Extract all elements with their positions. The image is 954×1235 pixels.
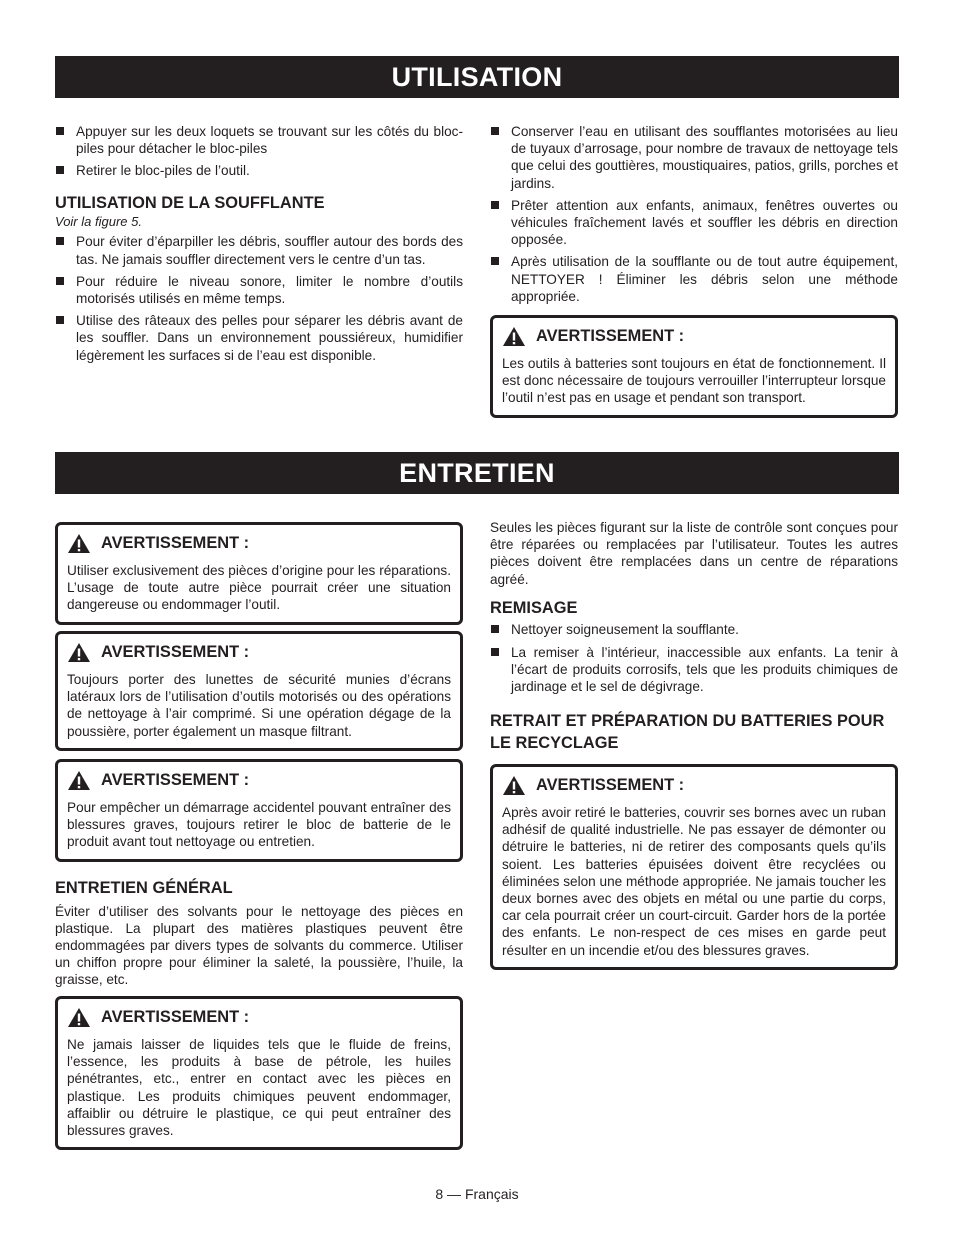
warning-header <box>502 775 886 796</box>
warning-header <box>67 642 451 663</box>
warning-box-safety-glasses <box>55 631 463 751</box>
warning-triangle-icon <box>67 1007 91 1028</box>
blower-tips-list <box>490 123 898 305</box>
list-item: Conserver l’eau en utilisant des soufflantes motorisées au lieu de tuyaux d’arrosage, pour nombre de travaux de nettoyage tels que celui des gouttières, moustiquaires, patios, grills, porches et jardins. <box>490 123 898 192</box>
square-bullet-icon <box>491 625 499 633</box>
utilisation-left-column <box>55 123 463 369</box>
warning-text: Ne jamais laisser de liquides tels que le fluide de freins, l’essence, les produits à base de pétrole, les huiles pénétrantes, etc., entrer en contact avec les pièces en plastique. Les produits chimiques peuvent endommager, affaiblir ou détruire le plastique, ce qui peut entraîner des blessures graves. <box>67 1037 451 1139</box>
section-heading-soufflante: UTILISATION DE LA SOUFFLANTE <box>55 193 325 212</box>
warning-header <box>502 326 886 347</box>
list-item: Retirer le bloc-piles de l’outil. <box>55 162 463 179</box>
square-bullet-icon <box>56 166 64 174</box>
warning-triangle-icon <box>502 775 526 796</box>
warning-title: AVERTISSEMENT : <box>536 775 685 794</box>
section-heading-general: ENTRETIEN GÉNÉRAL <box>55 879 233 897</box>
square-bullet-icon <box>56 277 64 285</box>
warning-header <box>67 1007 451 1028</box>
warning-header <box>67 770 451 791</box>
general-maintenance-text: Éviter d’utiliser des solvants pour le nettoyage des pièces en plastique. La plupart des matières plastiques peuvent être endommagées par divers types de solvants du commerce. Utiliser un chiffon propre pour éliminer la saleté, la poussière, l’huile, la graisse, etc. <box>55 903 463 988</box>
warning-title: AVERTISSEMENT : <box>101 770 250 789</box>
square-bullet-icon <box>56 316 64 324</box>
warning-triangle-icon <box>67 642 91 663</box>
warning-text: Les outils à batteries sont toujours en état de fonctionnement. Il est donc nécessaire de toujours verrouiller l’interrupteur lorsque l’outil n’est pas en usage et pendant son transport. <box>502 356 886 406</box>
list-item: Pour réduire le niveau sonore, limiter le nombre d’outils motorisés utilisés en même temps. <box>55 273 463 307</box>
section-banner-utilisation: UTILISATION <box>55 56 899 98</box>
warning-box-liquids <box>55 996 463 1150</box>
list-item: Utilise des râteaux des pelles pour séparer les débris avant de les souffler. Dans un environnement poussiéreux, humidifier légèrement les surfaces si de l’eau est disponible. <box>55 312 463 364</box>
square-bullet-icon <box>491 648 499 656</box>
utilisation-right-column <box>490 123 898 310</box>
section-heading-remisage: REMISAGE <box>490 598 578 617</box>
entretien-right-column <box>490 519 898 754</box>
list-item: Après utilisation de la soufflante ou de tout autre équipement, NETTOYER ! Éliminer les débris selon une méthode appropriée. <box>490 253 898 305</box>
warning-title: AVERTISSEMENT : <box>101 1007 250 1026</box>
blower-usage-list <box>55 233 463 363</box>
warning-text: Pour empêcher un démarrage accidentel pouvant entraîner des blessures graves, toujours retirer le bloc de batterie de le produit avant tout nettoyage ou entretien. <box>67 800 451 850</box>
square-bullet-icon <box>491 257 499 265</box>
warning-box-battery-lock <box>490 315 898 418</box>
figure-reference: Voir la figure 5. <box>55 214 142 230</box>
warning-box-battery-recycling <box>490 764 898 970</box>
warning-triangle-icon <box>502 326 526 347</box>
general-maintenance-section <box>55 879 463 989</box>
section-heading-recycling: RETRAIT ET PRÉPARATION DU BATTERIES POUR LE RECYCLAGE <box>490 712 885 753</box>
warning-box-accidental-start <box>55 759 463 862</box>
warning-title: AVERTISSEMENT : <box>101 533 250 552</box>
list-item: Pour éviter d’éparpiller les débris, souffler autour des bords des tas. Ne jamais souffler directement vers le centre d’un tas. <box>55 233 463 267</box>
warning-triangle-icon <box>67 770 91 791</box>
warning-text: Utiliser exclusivement des pièces d’origine pour les réparations. L’usage de toute autre pièce pourrait créer une situation dangereuse ou endommager l’outil. <box>67 563 451 613</box>
battery-removal-list <box>55 123 463 180</box>
warning-text: Toujours porter des lunettes de sécurité munies d’écrans latéraux lors de l’utilisation d’outils motorisés ou des opérations de nettoyage à l’air comprimé. Si une opération dégage de la poussière, porter également un masque filtrant. <box>67 672 451 739</box>
replacement-parts-intro: Seules les pièces figurant sur la liste de contrôle sont conçues pour être réparées ou remplacées par l’utilisateur. Toutes les autres pièces doivent être remplacées dans un centre de réparations agréé. <box>490 520 898 587</box>
list-item: Nettoyer soigneusement la soufflante. <box>490 621 898 638</box>
warning-box-original-parts <box>55 522 463 625</box>
storage-list <box>490 621 898 695</box>
list-item: Appuyer sur les deux loquets se trouvant sur les côtés du bloc-piles pour détacher le bloc-piles <box>55 123 463 157</box>
warning-header <box>67 533 451 554</box>
warning-text: Après avoir retiré le batteries, couvrir ses bornes avec un ruban adhésif de qualité industrielle. Ne pas essayer de démonter ou détruire le batteries, ni de retirer des composants quels qu’ils soient. Les batteries épuisées doivent être recyclées ou éliminées selon une méthode appropriée. Ne jamais toucher les deux bornes avec des objets en métal ou une partie du corps, car cela pourrait créer un court-circuit. Garder hors de la portée des enfants. Le non-respect de ces mises en garde peut résulter en un incendie et/ou des blessures graves. <box>502 805 886 958</box>
list-item: La remiser à l’intérieur, inaccessible aux enfants. La tenir à l’écart de produits corrosifs, tels que les produits chimiques de jardinage et le sel de dégivrage. <box>490 644 898 696</box>
warning-title: AVERTISSEMENT : <box>536 326 685 345</box>
warning-title: AVERTISSEMENT : <box>101 642 250 661</box>
square-bullet-icon <box>491 127 499 135</box>
square-bullet-icon <box>56 127 64 135</box>
warning-triangle-icon <box>67 533 91 554</box>
square-bullet-icon <box>56 237 64 245</box>
section-banner-entretien: ENTRETIEN <box>55 452 899 494</box>
page-footer: 8 — Français <box>435 1186 519 1202</box>
square-bullet-icon <box>491 201 499 209</box>
list-item: Prêter attention aux enfants, animaux, fenêtres ouvertes ou véhicules fraîchement lavés et souffler les débris en direction opposée. <box>490 197 898 249</box>
